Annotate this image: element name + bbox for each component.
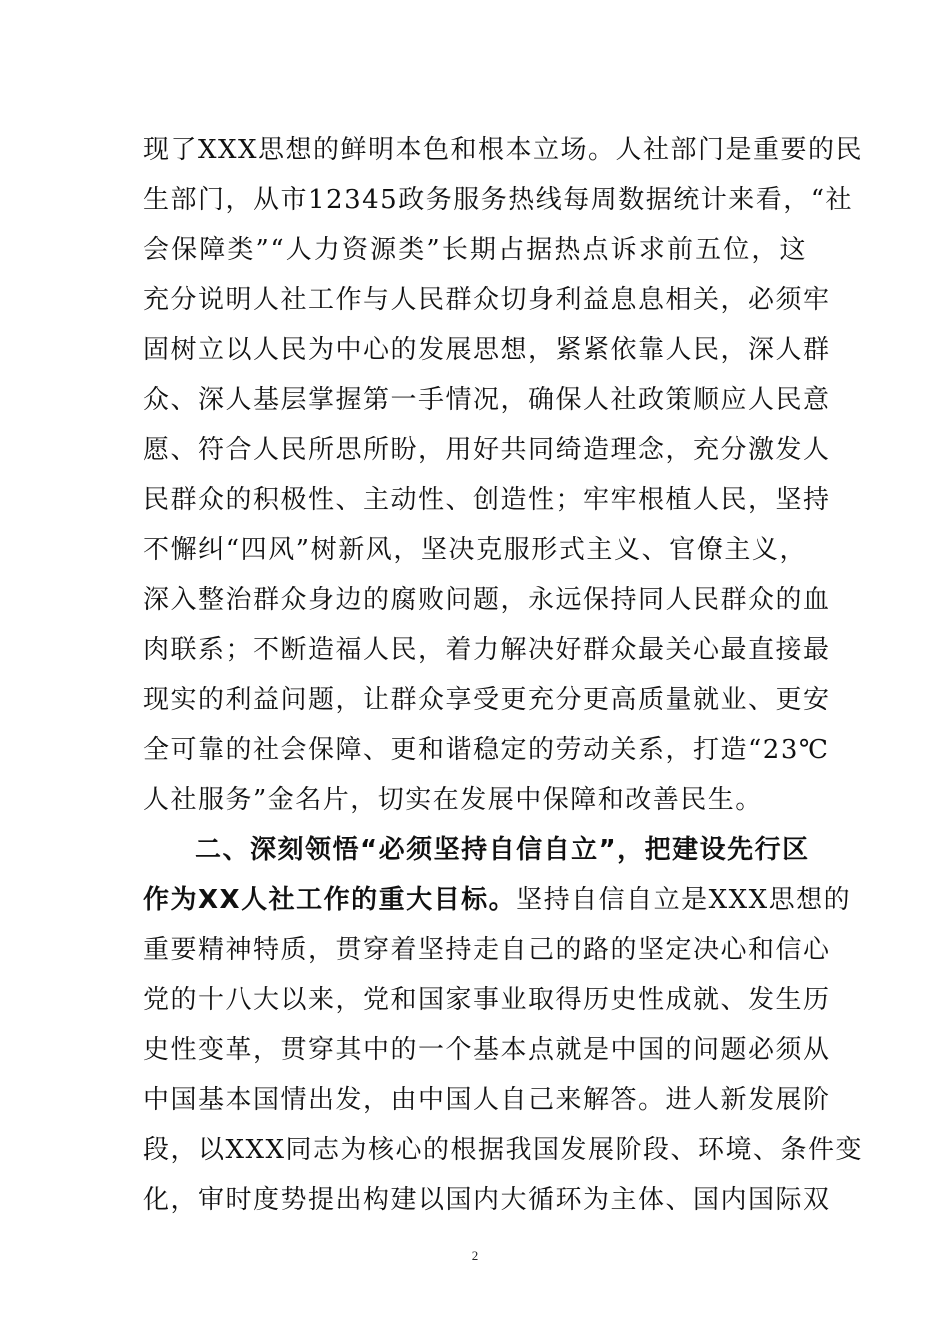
text-line: 深入整治群众身边的腐败问题，永远保持同人民群众的血 [143, 585, 831, 615]
text-line: 化，审时度势提出构建以国内大循环为主体、国内国际双 [143, 1185, 831, 1215]
text-line: 固树立以人民为中心的发展思想，紧紧依靠人民，深人群 [143, 335, 831, 365]
text-line: 全可靠的社会保障、更和谐稳定的劳动关系，打造“23℃ [143, 735, 830, 765]
text-line: 愿、符合人民所思所盼，用好共同绮造理念，充分激发人 [143, 435, 831, 465]
text-line: 人社服务”金名片，切实在发展中保障和改善民生。 [143, 785, 763, 815]
text-line: 众、深人基层掌握第一手情况，确保人社政策顺应人民意 [143, 385, 831, 415]
text-line: 生部门，从市12345政务服务热线每周数据统计来看，“社 [143, 185, 854, 215]
text-line: 史性变革，贯穿其中的一个基本点就是中国的问题必须从 [143, 1035, 831, 1065]
text-line: 现了XXX思想的鲜明本色和根本立场。人社部门是重要的民 [143, 135, 864, 165]
text-run: 坚持自信自立是XXX思想的 [516, 885, 852, 915]
text-line: 不懈纠“四风”树新风，坚决克服形式主义、官僚主义， [143, 535, 807, 565]
text-line: 民群众的积极性、主动性、创造性；牢牢根植人民，坚持 [143, 485, 831, 515]
section-heading-continued: 作为XX人社工作的重大目标。 [143, 885, 517, 915]
page-number: 2 [471, 1248, 479, 1263]
text-line: 会保障类”“人力资源类”长期占据热点诉求前五位，这 [143, 235, 807, 265]
text-line: 重要精神特质，贯穿着坚持走自己的路的坚定决心和信心 [143, 935, 831, 965]
text-line: 肉联系；不断造福人民，着力解决好群众最关心最直接最 [143, 635, 831, 665]
text-line: 党的十八大以来，党和国家事业取得历史性成就、发生历 [143, 985, 831, 1015]
section-heading: 二、深刻领悟“必须坚持自信自立”，把建设先行区 [195, 835, 810, 865]
text-line: 充分说明人社工作与人民群众切身利益息息相关，必须牢 [143, 285, 831, 315]
text-line: 段，以XXX同志为核心的根据我国发展阶段、环境、条件变 [143, 1135, 864, 1165]
text-line: 中国基本国情出发，由中国人自己来解答。进人新发展阶 [143, 1085, 831, 1115]
heading-line-2 [143, 885, 852, 915]
text-line: 现实的利益问题，让群众享受更充分更高质量就业、更安 [143, 685, 831, 715]
